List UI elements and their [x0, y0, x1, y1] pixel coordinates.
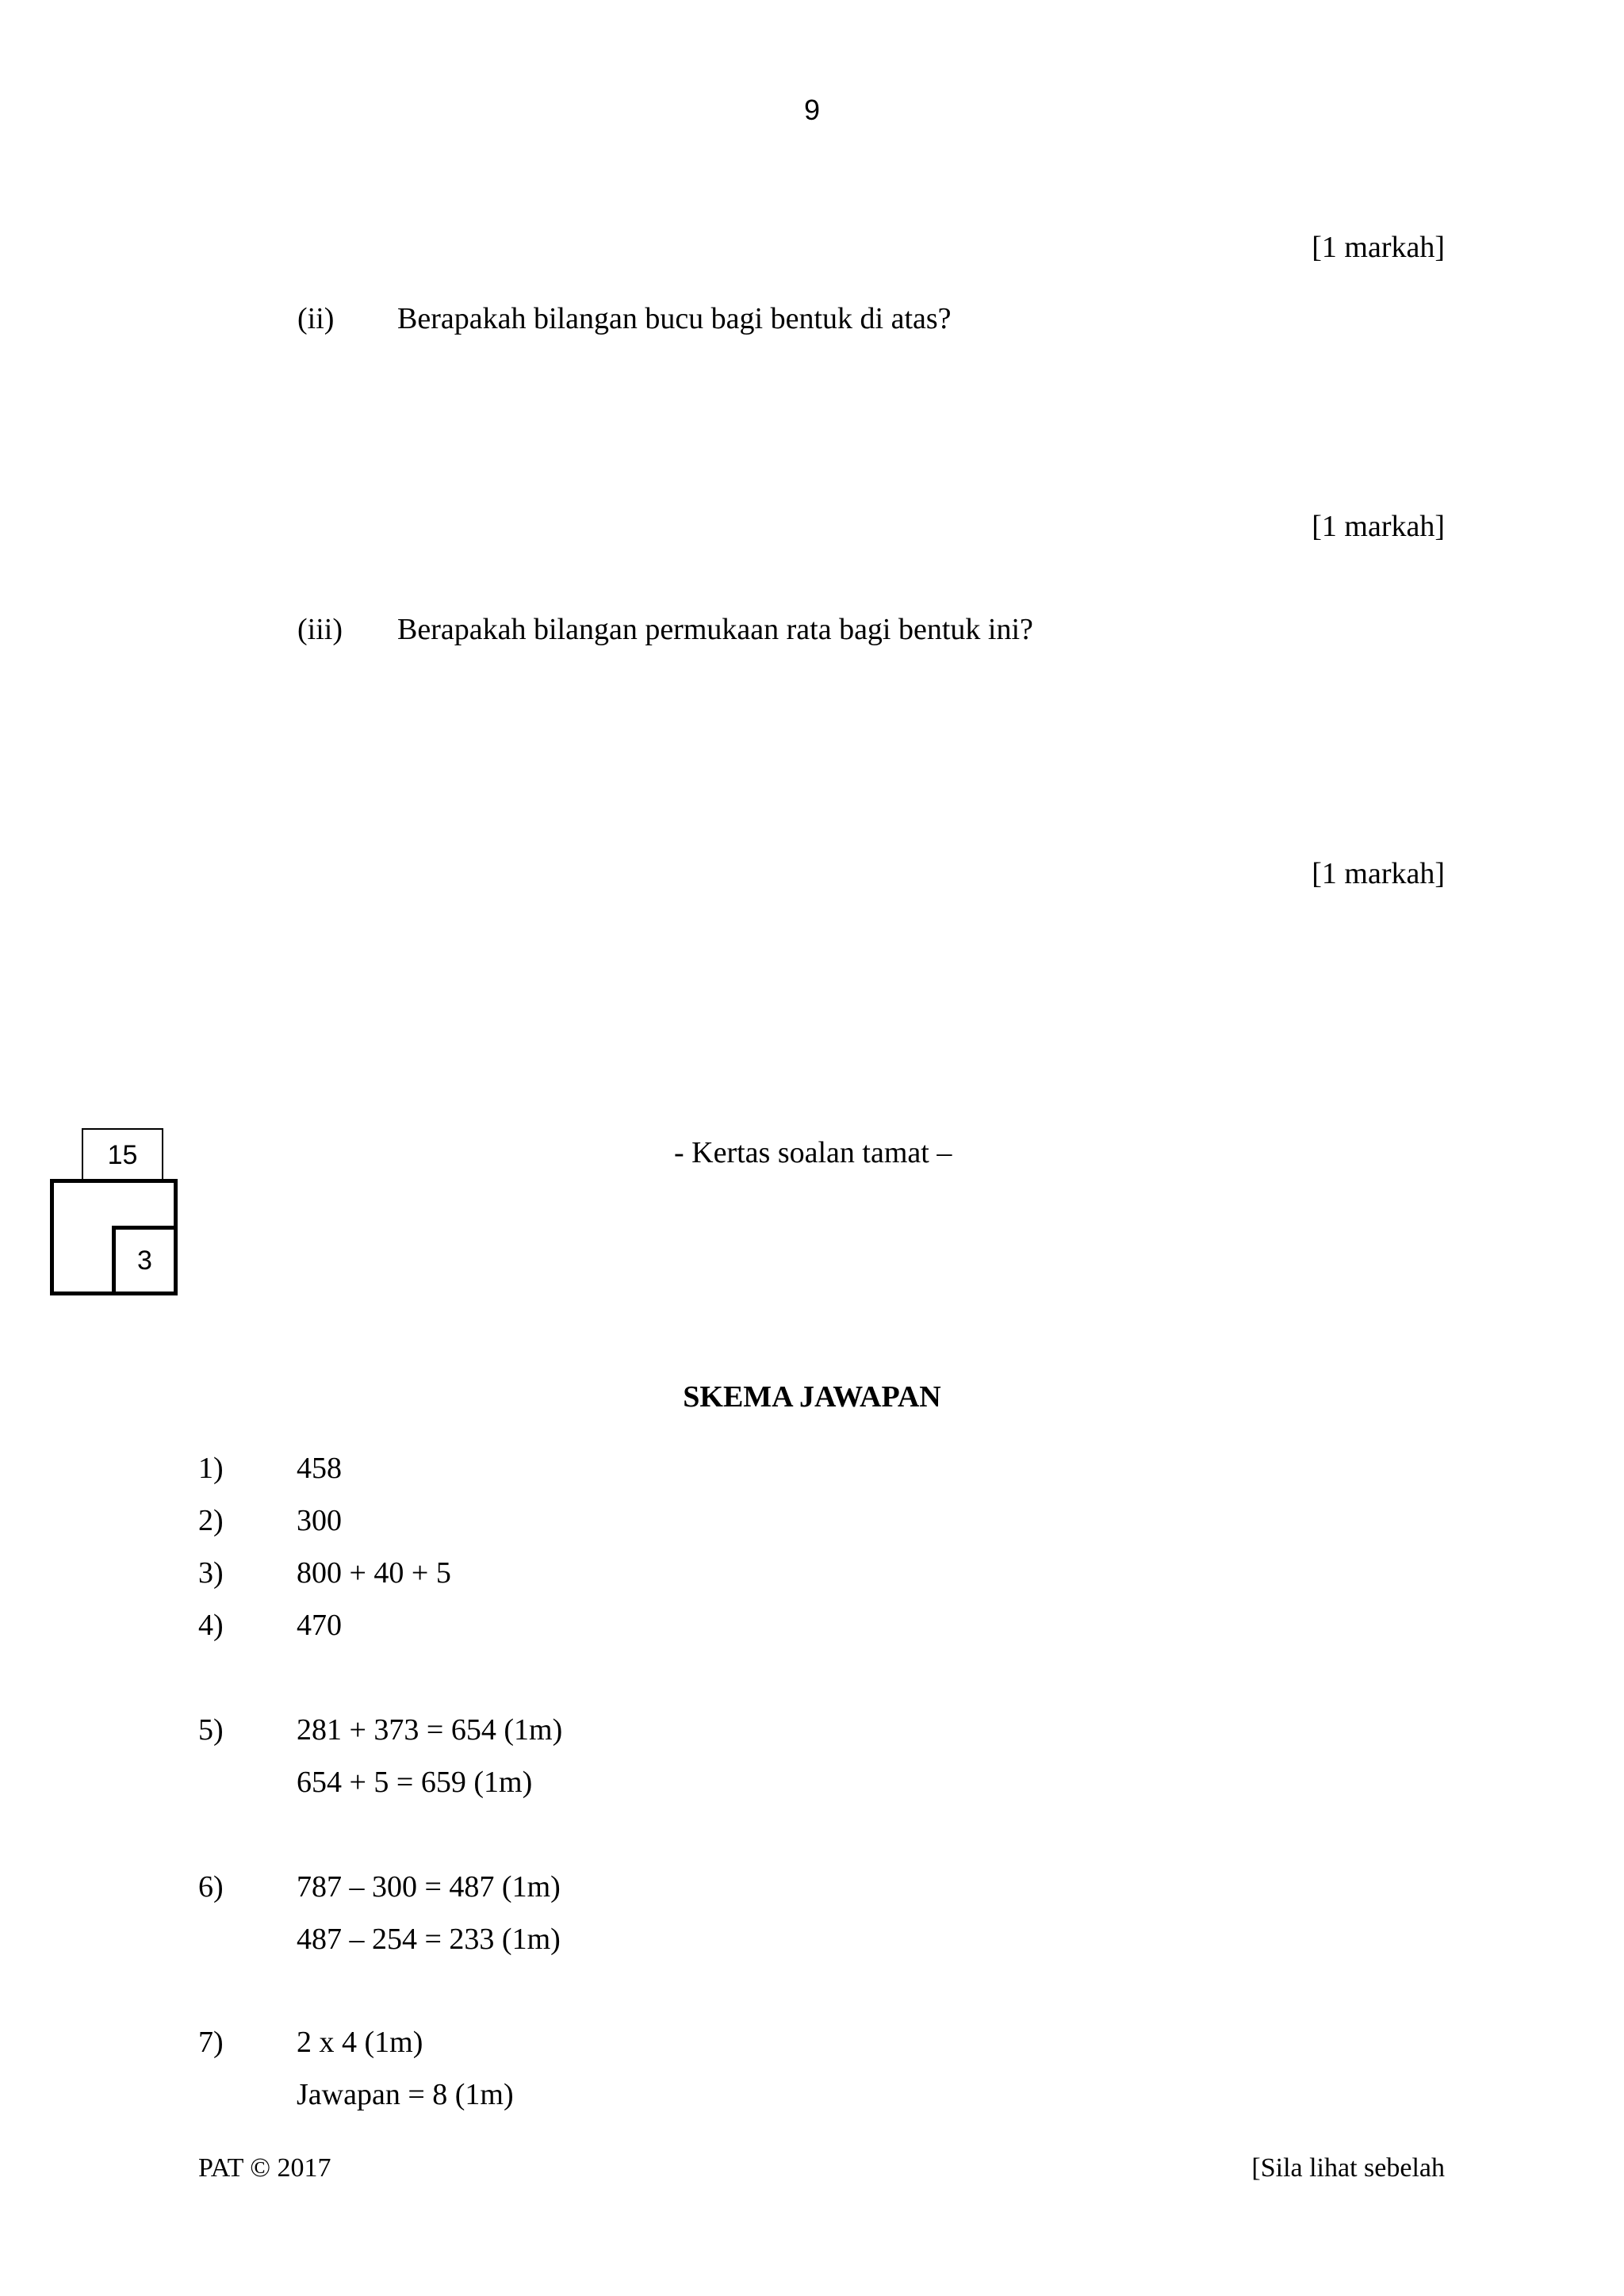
end-of-paper-text: - Kertas soalan tamat – [674, 1136, 952, 1169]
answer-line: Jawapan = 8 (1m) [297, 2078, 514, 2111]
mark-label: [1 markah] [1312, 510, 1445, 543]
answer-line: 654 + 5 = 659 (1m) [297, 1766, 533, 1799]
answer-number: 4) [198, 1609, 224, 1642]
answer-line: 300 [297, 1504, 342, 1537]
question-number: (iii) [297, 613, 343, 646]
score-box-total [82, 1128, 163, 1182]
answer-line: 787 – 300 = 487 (1m) [297, 1870, 561, 1904]
mark-label: [1 markah] [1312, 857, 1445, 890]
answer-number: 1) [198, 1452, 224, 1485]
answer-number: 6) [198, 1870, 224, 1904]
answer-line: 458 [297, 1452, 342, 1485]
answer-number: 7) [198, 2026, 224, 2059]
question-text: Berapakah bilangan permukaan rata bagi bentuk ini? [397, 613, 1033, 646]
answer-number: 2) [198, 1504, 224, 1537]
answer-scheme-title: SKEMA JAWAPAN [683, 1380, 941, 1414]
answer-line: 470 [297, 1609, 342, 1642]
answer-number: 5) [198, 1713, 224, 1747]
answer-line: 800 + 40 + 5 [297, 1556, 451, 1590]
page-number: 9 [803, 94, 821, 126]
score-value: 3 [137, 1245, 152, 1276]
question-text: Berapakah bilangan bucu bagi bentuk di atas? [397, 302, 952, 335]
footer-copyright: PAT © 2017 [198, 2153, 331, 2183]
answer-line: 487 – 254 = 233 (1m) [297, 1923, 561, 1956]
score-total: 15 [107, 1139, 138, 1170]
score-box-score [112, 1226, 178, 1295]
answer-number: 3) [198, 1556, 224, 1590]
answer-line: 2 x 4 (1m) [297, 2026, 423, 2059]
mark-label: [1 markah] [1312, 231, 1445, 264]
answer-line: 281 + 373 = 654 (1m) [297, 1713, 563, 1747]
question-number: (ii) [297, 302, 335, 335]
footer-next-page: [Sila lihat sebelah [1251, 2153, 1445, 2183]
